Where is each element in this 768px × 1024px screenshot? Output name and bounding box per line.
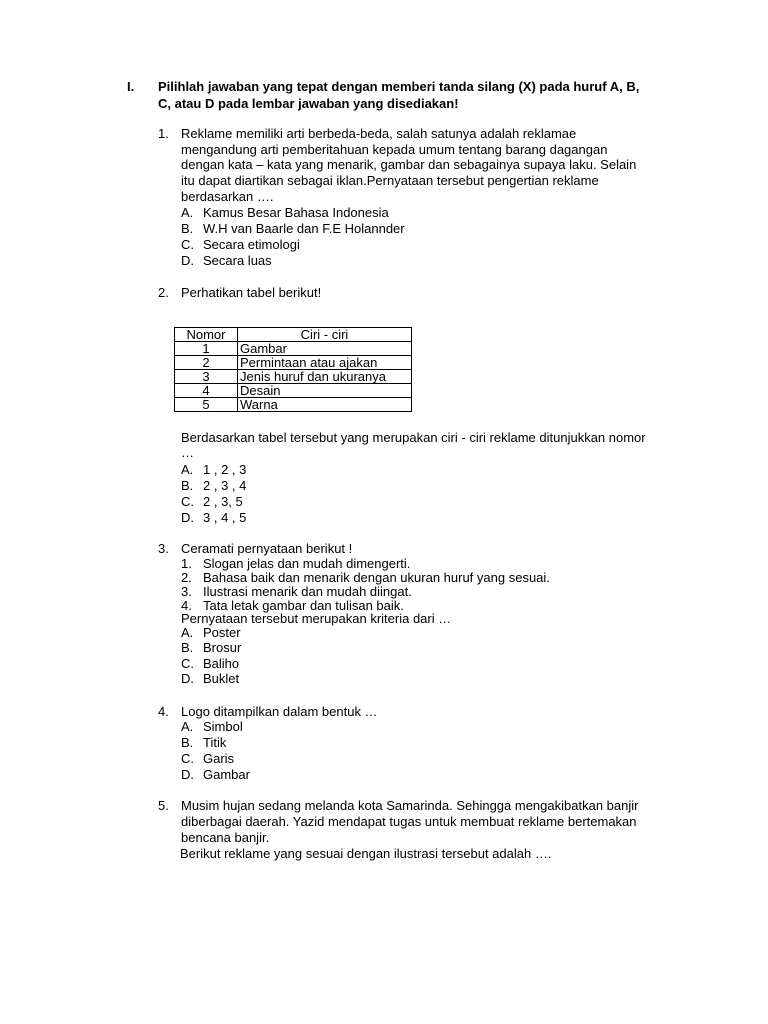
option-d-letter: D. — [181, 510, 194, 525]
question-text-line: diberbagai daerah. Yazid mendapat tugas untuk membuat reklame bertemakan — [181, 814, 637, 829]
option-b-letter: B. — [181, 735, 194, 750]
option-a-text: Simbol — [203, 719, 243, 734]
statement-number: 2. — [181, 570, 192, 585]
question-text-line: Berikut reklame yang sesuai dengan ilustrasi tersebut adalah …. — [180, 846, 552, 861]
ciri-table — [174, 327, 412, 412]
question-number: 2. — [158, 285, 169, 300]
option-d-text: Gambar — [203, 767, 250, 782]
table-cell-ciri: Gambar — [238, 342, 412, 356]
option-d-letter: D. — [181, 253, 194, 268]
question-text-line: Musim hujan sedang melanda kota Samarinda. Sehingga mengakibatkan banjir — [181, 798, 639, 813]
option-b-letter: B. — [181, 221, 194, 236]
question-text-line: Pernyataan tersebut merupakan kriteria dari … — [181, 611, 452, 626]
option-c-letter: C. — [181, 656, 194, 671]
table-cell-nomor: 1 — [175, 342, 238, 356]
table-header-nomor: Nomor — [175, 328, 238, 342]
question-number: 3. — [158, 541, 169, 556]
option-a-letter: A. — [181, 625, 194, 640]
table-row — [175, 356, 412, 370]
question-text-line: berdasarkan …. — [181, 189, 274, 204]
option-c-text: 2 , 3, 5 — [203, 494, 243, 509]
option-c-text: Secara etimologi — [203, 237, 300, 252]
question-number: 5. — [158, 798, 169, 813]
table-header-row — [175, 328, 412, 342]
option-c-letter: C. — [181, 751, 194, 766]
option-a-text: Poster — [203, 625, 241, 640]
option-d-text: 3 , 4 , 5 — [203, 510, 247, 525]
table-row — [175, 384, 412, 398]
option-b-text: W.H van Baarle dan F.E Holannder — [203, 221, 405, 236]
table-cell-ciri: Permintaan atau ajakan — [238, 356, 412, 370]
option-d-letter: D. — [181, 767, 194, 782]
option-b-text: Brosur — [203, 640, 242, 655]
table-cell-ciri: Desain — [238, 384, 412, 398]
question-text-line: Reklame memiliki arti berbeda-beda, salah satunya adalah reklamae — [181, 126, 577, 141]
option-d-letter: D. — [181, 671, 194, 686]
statement-number: 1. — [181, 556, 192, 571]
table-cell-nomor: 3 — [175, 370, 238, 384]
table-cell-nomor: 5 — [175, 398, 238, 412]
table-header-ciri: Ciri - ciri — [238, 328, 412, 342]
option-b-letter: B. — [181, 478, 194, 493]
option-c-text: Baliho — [203, 656, 240, 671]
question-text-line: dengan kata – kata yang menarik, gambar dan sebagainya supaya laku. Selain — [181, 157, 637, 172]
table-row — [175, 342, 412, 356]
option-a-letter: A. — [181, 205, 194, 220]
question-text-line: itu dapat diartikan sebagai iklan.Pernyataan tersebut pengertian reklame — [181, 173, 599, 188]
question-prompt: Ceramati pernyataan berikut ! — [181, 541, 353, 556]
table-cell-nomor: 2 — [175, 356, 238, 370]
statement-number: 3. — [181, 584, 192, 599]
table-cell-nomor: 4 — [175, 384, 238, 398]
question-text-line: … — [181, 445, 194, 460]
option-b-letter: B. — [181, 640, 194, 655]
option-b-text: Titik — [203, 735, 227, 750]
statement-text: Ilustrasi menarik dan mudah diingat. — [203, 584, 412, 599]
statement-text: Tata letak gambar dan tulisan baik. — [203, 598, 404, 613]
statement-text: Bahasa baik dan menarik dengan ukuran huruf yang sesuai. — [203, 570, 550, 585]
question-text-line: bencana banjir. — [181, 830, 270, 845]
option-d-text: Buklet — [203, 671, 240, 686]
table-row — [175, 398, 412, 412]
question-number: 4. — [158, 704, 169, 719]
question-number: 1. — [158, 126, 169, 141]
option-c-text: Garis — [203, 751, 235, 766]
table-row — [175, 370, 412, 384]
table-cell-ciri: Jenis huruf dan ukuranya — [238, 370, 412, 384]
option-a-text: 1 , 2 , 3 — [203, 462, 247, 477]
statement-number: 4. — [181, 598, 192, 613]
option-a-text: Kamus Besar Bahasa Indonesia — [203, 205, 389, 220]
statement-text: Slogan jelas dan mudah dimengerti. — [203, 556, 411, 571]
section-roman-numeral: I. — [127, 79, 135, 94]
question-text-line: Berdasarkan tabel tersebut yang merupakan ciri - ciri reklame ditunjukkan nomor — [181, 430, 646, 445]
question-prompt: Perhatikan tabel berikut! — [181, 285, 322, 300]
question-prompt: Logo ditampilkan dalam bentuk … — [181, 704, 378, 719]
option-a-letter: A. — [181, 462, 194, 477]
option-d-text: Secara luas — [203, 253, 272, 268]
option-a-letter: A. — [181, 719, 194, 734]
option-c-letter: C. — [181, 237, 194, 252]
question-text-line: mengandung arti pemberitahuan kepada umum tentang barang dagangan — [181, 142, 608, 157]
option-c-letter: C. — [181, 494, 194, 509]
table-cell-ciri: Warna — [238, 398, 412, 412]
option-b-text: 2 , 3 , 4 — [203, 478, 247, 493]
instruction-line-2: C, atau D pada lembar jawaban yang disediakan! — [158, 96, 459, 111]
instruction-line-1: Pilihlah jawaban yang tepat dengan memberi tanda silang (X) pada huruf A, B, — [158, 79, 640, 94]
